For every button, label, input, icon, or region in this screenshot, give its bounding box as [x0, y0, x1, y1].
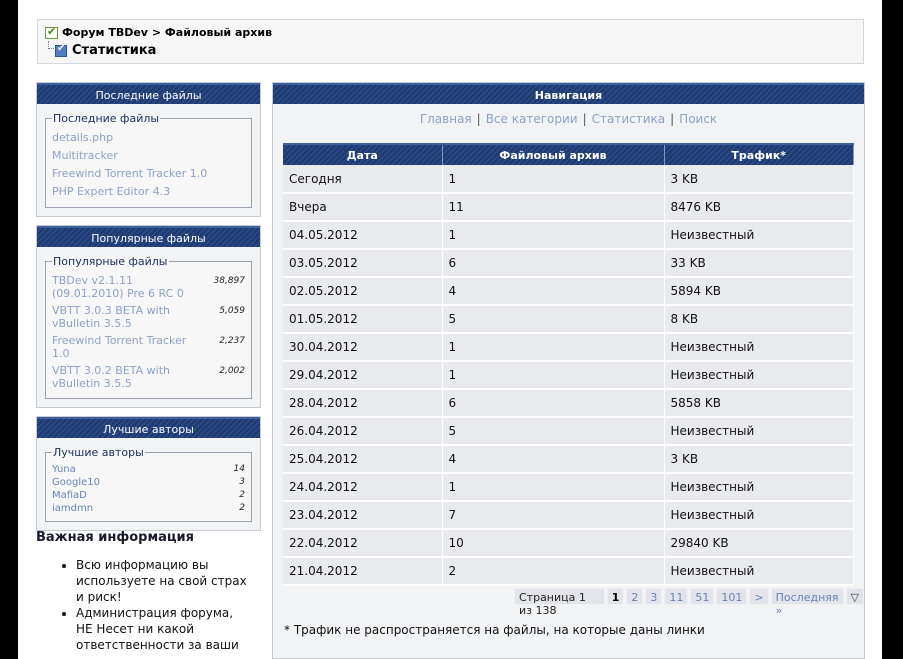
cell-archive-count: 7	[442, 501, 664, 529]
download-count: 5,059	[219, 306, 245, 316]
popular-file-row	[52, 332, 245, 362]
cell-traffic: 8 KB	[664, 305, 854, 333]
top-authors-block	[36, 416, 261, 531]
latest-file-link[interactable]: details.php	[52, 131, 114, 144]
popular-files-block	[36, 225, 261, 408]
cell-traffic: Неизвестный	[664, 473, 854, 501]
cell-archive-count: 11	[442, 193, 664, 221]
table-row	[283, 445, 854, 473]
latest-files-fieldset	[45, 112, 252, 208]
cell-traffic: Неизвестный	[664, 557, 854, 585]
table-row	[283, 193, 854, 221]
breadcrumb	[37, 19, 864, 64]
table-row	[283, 417, 854, 445]
popular-files-header: Популярные файлы	[37, 226, 260, 247]
latest-file-link[interactable]: Multitracker	[52, 149, 118, 162]
page-link[interactable]: 2	[626, 588, 643, 605]
cell-traffic: Неизвестный	[664, 333, 854, 361]
latest-files-header: Последние файлы	[37, 83, 260, 104]
download-count: 2,002	[219, 366, 245, 376]
cell-archive-count: 4	[442, 277, 664, 305]
table-row	[283, 333, 854, 361]
author-count: 3	[239, 477, 245, 487]
cell-traffic: Неизвестный	[664, 221, 854, 249]
latest-files-block	[36, 82, 261, 217]
cell-archive-count: 6	[442, 389, 664, 417]
download-count: 38,897	[213, 276, 245, 286]
popular-files-legend: Популярные файлы	[53, 255, 168, 268]
table-row	[283, 165, 854, 193]
page-info: Страница 1 из 138	[514, 588, 605, 605]
table-row	[283, 277, 854, 305]
cell-archive-count: 5	[442, 305, 664, 333]
breadcrumb-path	[45, 26, 272, 39]
main-panel	[272, 82, 865, 659]
author-link[interactable]: iamdmn	[52, 503, 94, 514]
download-count: 2,237	[219, 336, 245, 346]
cell-archive-count: 1	[442, 333, 664, 361]
column-header-archive: Файловый архив	[442, 144, 664, 165]
nav-categories-link[interactable]: Все категории	[485, 112, 578, 126]
popular-files-fieldset	[45, 255, 252, 399]
traffic-footnote: * Трафик не распространяется на файлы, на которые даны линки	[284, 623, 705, 637]
cell-date: 01.05.2012	[283, 305, 442, 333]
checked-box-icon	[55, 45, 67, 57]
nav-separator: |	[476, 112, 481, 126]
page	[18, 0, 882, 659]
popular-file-row	[52, 362, 245, 392]
page-jump-dropdown-icon[interactable]: ▽	[846, 588, 864, 605]
cell-traffic: Неизвестный	[664, 501, 854, 529]
popular-file-link[interactable]: TBDev v2.1.11 (09.01.2010) Pre 6 RC 0	[52, 274, 184, 300]
navigation-header: Навигация	[273, 83, 864, 104]
navigation-links	[273, 112, 864, 130]
cell-archive-count: 1	[442, 473, 664, 501]
cell-archive-count: 5	[442, 417, 664, 445]
info-item: • Всю информацию вы используете на свой страх и риск!	[76, 557, 253, 605]
cell-archive-count: 6	[442, 249, 664, 277]
checkbox-check-icon	[45, 27, 58, 39]
cell-date: Вчера	[283, 193, 442, 221]
table-row	[283, 389, 854, 417]
table-row	[283, 529, 854, 557]
page-current: 1	[607, 588, 625, 605]
cell-archive-count: 10	[442, 529, 664, 557]
sidebar	[36, 82, 261, 539]
latest-file-link[interactable]: Freewind Torrent Tracker 1.0	[52, 167, 208, 180]
author-link[interactable]: MafiaD	[52, 490, 87, 501]
cell-date: 24.04.2012	[283, 473, 442, 501]
page-last-link[interactable]: Последняя »	[771, 588, 844, 605]
author-count: 2	[239, 490, 245, 500]
author-link[interactable]: Google10	[52, 477, 100, 488]
page-link[interactable]: 3	[645, 588, 662, 605]
popular-file-row	[52, 272, 245, 302]
cell-archive-count: 1	[442, 165, 664, 193]
page-next-link[interactable]: >	[749, 588, 768, 605]
table-row	[283, 557, 854, 585]
cell-archive-count: 2	[442, 557, 664, 585]
popular-file-row	[52, 302, 245, 332]
stats-table	[283, 143, 854, 586]
nav-home-link[interactable]: Главная	[419, 112, 472, 126]
nav-separator: |	[582, 112, 587, 126]
info-item: • Администрация форума, НЕ Несет ни какой ответственности за ваши	[76, 605, 253, 653]
cell-date: 02.05.2012	[283, 277, 442, 305]
cell-traffic: 5894 KB	[664, 277, 854, 305]
cell-traffic: 8476 KB	[664, 193, 854, 221]
cell-archive-count: 1	[442, 221, 664, 249]
table-row	[283, 473, 854, 501]
cell-archive-count: 1	[442, 361, 664, 389]
cell-traffic: 5858 KB	[664, 389, 854, 417]
stats-table-wrap	[283, 143, 854, 586]
cell-date: 22.04.2012	[283, 529, 442, 557]
cell-date: 26.04.2012	[283, 417, 442, 445]
breadcrumb-current	[55, 43, 156, 58]
column-header-date: Дата	[283, 144, 442, 165]
cell-traffic: 3 KB	[664, 445, 854, 473]
table-row	[283, 305, 854, 333]
cell-traffic: Неизвестный	[664, 417, 854, 445]
cell-traffic: 29840 KB	[664, 529, 854, 557]
cell-date: 25.04.2012	[283, 445, 442, 473]
author-count: 2	[239, 503, 245, 513]
popular-file-link[interactable]: VBTT 3.0.2 BETA with vBulletin 3.5.5	[52, 364, 171, 390]
important-info-list	[58, 557, 253, 653]
top-authors-header: Лучшие авторы	[37, 417, 260, 438]
cell-traffic: Неизвестный	[664, 361, 854, 389]
author-count: 14	[233, 464, 245, 474]
author-link[interactable]: Yuna	[52, 464, 76, 475]
table-row	[283, 361, 854, 389]
tree-connector	[48, 41, 54, 49]
cell-traffic: 3 KB	[664, 165, 854, 193]
cell-date: Сегодня	[283, 165, 442, 193]
cell-date: 03.05.2012	[283, 249, 442, 277]
page-link[interactable]: 51	[690, 588, 714, 605]
page-title: Статистика	[72, 43, 157, 58]
cell-date: 30.04.2012	[283, 333, 442, 361]
nav-stats-link[interactable]: Статистика	[591, 112, 666, 126]
nav-search-link[interactable]: Поиск	[679, 112, 718, 126]
top-authors-legend: Лучшие авторы	[53, 446, 144, 459]
author-row	[52, 489, 245, 502]
table-row	[283, 249, 854, 277]
breadcrumb-forum-link[interactable]: Форум TBDev	[62, 26, 148, 39]
table-row	[283, 221, 854, 249]
popular-file-link[interactable]: VBTT 3.0.3 BETA with vBulletin 3.5.5	[52, 304, 171, 330]
cell-archive-count: 4	[442, 445, 664, 473]
column-header-traffic: Трафик*	[664, 144, 854, 165]
popular-file-link[interactable]: Freewind Torrent Tracker 1.0	[52, 334, 187, 360]
breadcrumb-separator: >	[147, 26, 165, 39]
cell-date: 04.05.2012	[283, 221, 442, 249]
breadcrumb-archive-link[interactable]: Файловый архив	[164, 26, 273, 39]
latest-file-link[interactable]: PHP Expert Editor 4.3	[52, 185, 171, 198]
cell-date: 23.04.2012	[283, 501, 442, 529]
author-row	[52, 476, 245, 489]
important-info-title: Важная информация	[36, 530, 194, 545]
nav-separator: |	[670, 112, 675, 126]
author-row	[52, 502, 245, 515]
author-row	[52, 463, 245, 476]
pagination	[512, 588, 864, 617]
cell-date: 29.04.2012	[283, 361, 442, 389]
table-row	[283, 501, 854, 529]
top-authors-fieldset	[45, 446, 252, 522]
cell-traffic: 33 KB	[664, 249, 854, 277]
cell-date: 21.04.2012	[283, 557, 442, 585]
latest-files-legend: Последние файлы	[53, 112, 160, 125]
page-link[interactable]: 11	[664, 588, 688, 605]
page-link[interactable]: 101	[716, 588, 747, 605]
cell-date: 28.04.2012	[283, 389, 442, 417]
